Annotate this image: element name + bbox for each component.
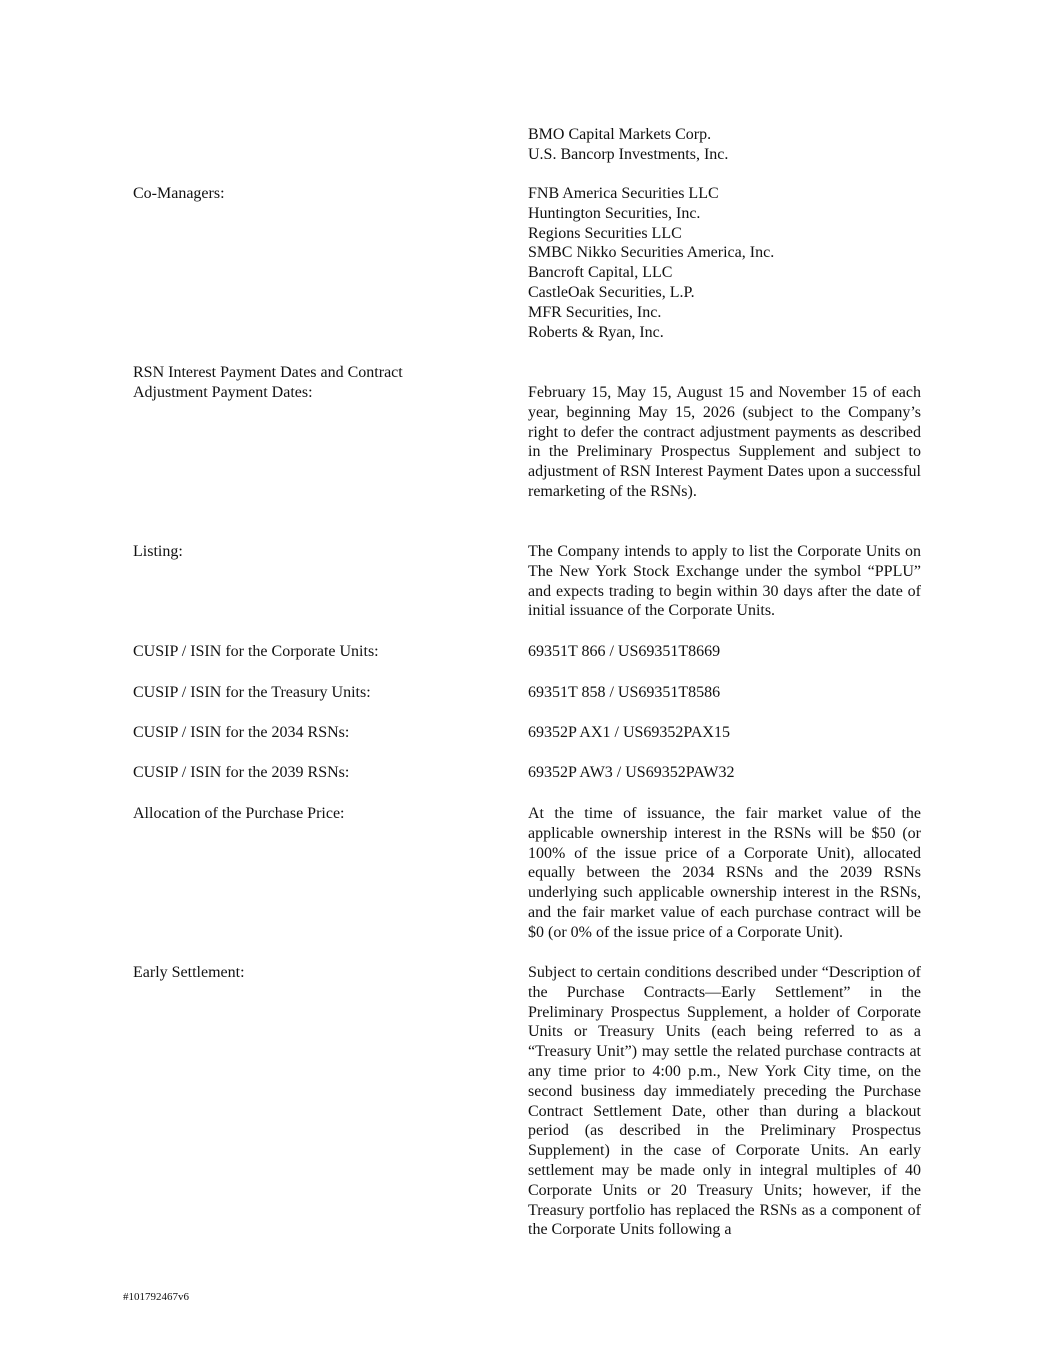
- payment-dates-label-line2: Adjustment Payment Dates:: [133, 383, 313, 401]
- co-manager-name: Bancroft Capital, LLC: [528, 264, 673, 282]
- listing-value: The Company intends to apply to list the Corporate Units on The New York Stock Exchange under the symbol “PPLU” and expects trading to begin within 30 days after the date of initial issuance of the Corporate Units.: [528, 543, 921, 620]
- cusip-corporate-value: 69351T 866 / US69351T8669: [528, 643, 721, 660]
- co-manager-name: Regions Securities LLC: [528, 224, 682, 242]
- co-managers-list: [528, 184, 921, 342]
- cusip-treasury-value: 69351T 858 / US69351T8586: [528, 684, 721, 701]
- co-manager-name: Roberts & Ryan, Inc.: [528, 323, 664, 341]
- cusip-corporate-label: CUSIP / ISIN for the Corporate Units:: [133, 643, 379, 660]
- early-settlement-label: Early Settlement:: [133, 964, 245, 981]
- allocation-label: Allocation of the Purchase Price:: [133, 805, 345, 822]
- cusip-2034-label: CUSIP / ISIN for the 2034 RSNs:: [133, 724, 350, 741]
- document-id-footer: #101792467v6: [123, 1291, 189, 1303]
- co-manager-name: Huntington Securities, Inc.: [528, 204, 701, 222]
- payment-dates-label: [133, 363, 493, 403]
- early-settlement-value: Subject to certain conditions described under “Description of the Purchase Contracts—Early Settlement” in the Preliminary Prospectus Supplement, a holder of Corporate Units or Treasury Units (each being referred to as a “Treasury Unit”) may settle the related purchase contracts at any time prior to 4:00 p.m., New York City time, on the second business day immediately preceding the Purchase Contract Settlement Date, other than during a blackout period (as described in the Preliminary Prospectus Supplement) in the case of Corporate Units. An early settlement may be made only in integral multiples of 40 Corporate Units or 20 Treasury Units; however, if the Treasury portfolio has replaced the RSNs as a component of the Corporate Units following a: [528, 964, 921, 1239]
- co-manager-name: MFR Securities, Inc.: [528, 303, 662, 321]
- cusip-2039-value: 69352P AW3 / US69352PAW32: [528, 764, 735, 781]
- listing-label: Listing:: [133, 543, 183, 560]
- underwriter-name: BMO Capital Markets Corp.: [528, 126, 712, 143]
- allocation-value: At the time of issuance, the fair market value of the applicable ownership interest in the RSNs will be $50 (or 100% of the issue price of a Corporate Unit), allocated equally between the 2034 RSNs and the 2039 RSNs underlying such applicable ownership interest in the RSNs, and the fair market value of each purchase contract will be $0 (or 0% of the issue price of a Corporate Unit).: [528, 805, 921, 941]
- underwriter-name: U.S. Bancorp Investments, Inc.: [528, 145, 729, 163]
- co-manager-name: CastleOak Securities, L.P.: [528, 283, 695, 301]
- co-manager-name: SMBC Nikko Securities America, Inc.: [528, 244, 775, 262]
- co-manager-name: FNB America Securities LLC: [528, 185, 719, 202]
- payment-dates-label-line1: RSN Interest Payment Dates and Contract: [133, 364, 403, 381]
- underwriters-list: [528, 125, 921, 165]
- cusip-2034-value: 69352P AX1 / US69352PAX15: [528, 724, 730, 741]
- cusip-2039-label: CUSIP / ISIN for the 2039 RSNs:: [133, 764, 350, 781]
- co-managers-label: Co-Managers:: [133, 185, 225, 202]
- cusip-treasury-label: CUSIP / ISIN for the Treasury Units:: [133, 684, 371, 701]
- payment-dates-value: February 15, May 15, August 15 and November 15 of each year, beginning May 15, 2026 (subject to the Company’s right to defer the contract adjustment payments as described in the Preliminary Prospectus Supplement and subject to adjustment of RSN Interest Payment Dates upon a successful remarketing of the RSNs).: [528, 384, 921, 500]
